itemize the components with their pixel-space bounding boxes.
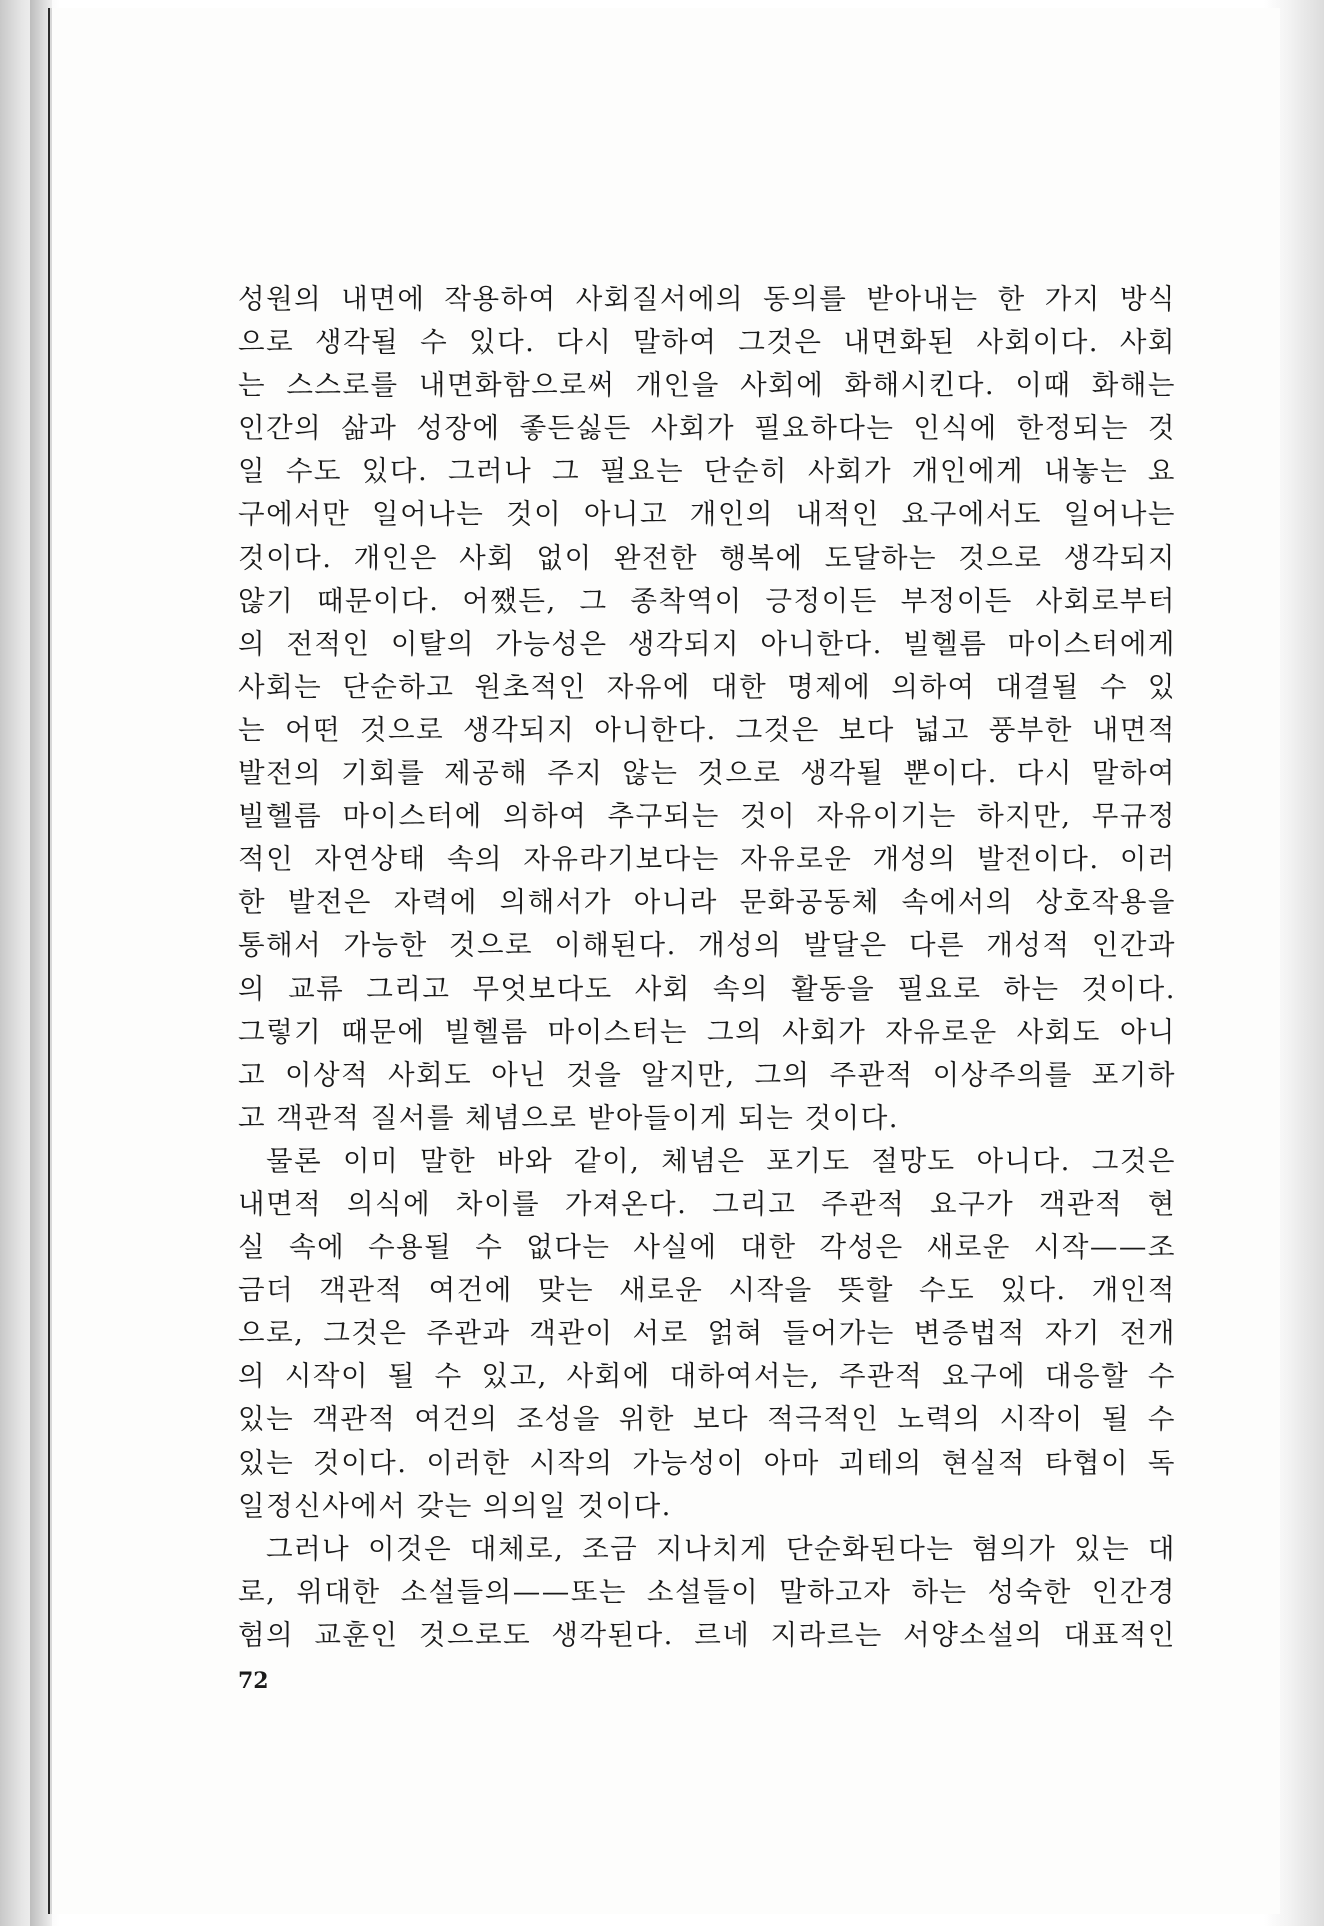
text-line: 의 전적인 이탈의 가능성은 생각되지 아니한다. 빌헬름 마이스터에게 [238, 627, 1176, 660]
text-line: 적인 자연상태 속의 자유라기보다는 자유로운 개성의 발전이다. 이러 [238, 843, 1176, 876]
text-line: 험의 교훈인 것으로도 생각된다. 르네 지라르는 서양소설의 대표적인 [238, 1618, 1176, 1651]
text-line: 발전의 기회를 제공해 주지 않는 것으로 생각될 뿐이다. 다시 말하여 [238, 757, 1176, 790]
text-line: 는 어떤 것으로 생각되지 아니한다. 그것은 보다 넓고 풍부한 내면적 [238, 713, 1176, 746]
text-line: 있는 객관적 여건의 조성을 위한 보다 적극적인 노력의 시작이 될 수 [238, 1403, 1176, 1436]
text-line: 사회는 단순하고 원초적인 자유에 대한 명제에 의하여 대결될 수 있 [238, 670, 1176, 703]
text-line: 있는 것이다. 이러한 시작의 가능성이 아마 괴테의 현실적 타협이 독 [238, 1446, 1176, 1479]
text-line: 는 스스로를 내면화함으로써 개인을 사회에 화해시킨다. 이때 화해는 [238, 369, 1176, 402]
text-line: 물론 이미 말한 바와 같이, 체념은 포기도 절망도 아니다. 그것은 [266, 1144, 1176, 1177]
text-line: 고 이상적 사회도 아닌 것을 알지만, 그의 주관적 이상주의를 포기하 [238, 1058, 1176, 1091]
text-line: 성원의 내면에 작용하여 사회질서에의 동의를 받아내는 한 가지 방식 [238, 283, 1176, 315]
text-line: 한 발전은 자력에 의해서가 아니라 문화공동체 속에서의 상호작용을 [238, 886, 1176, 919]
text-line: 그렇기 때문에 빌헬름 마이스터는 그의 사회가 자유로운 사회도 아니 [238, 1015, 1176, 1048]
body-text [238, 278, 1176, 1657]
text-line: 것이다. 개인은 사회 없이 완전한 행복에 도달하는 것으로 생각되지 [238, 541, 1176, 574]
text-line: 으로 생각될 수 있다. 다시 말하여 그것은 내면화된 사회이다. 사회 [238, 326, 1176, 359]
text-line: 일정신사에서 갖는 의의일 것이다. [238, 1489, 672, 1522]
text-line: 않기 때문이다. 어쨌든, 그 종착역이 긍정이든 부정이든 사회로부터 [238, 584, 1176, 617]
text-line: 구에서만 일어나는 것이 아니고 개인의 내적인 요구에서도 일어나는 [238, 498, 1176, 531]
text-line: 의 교류 그리고 무엇보다도 사회 속의 활동을 필요로 하는 것이다. [238, 972, 1176, 1005]
text-line: 금더 객관적 여건에 맞는 새로운 시작을 뜻할 수도 있다. 개인적 [238, 1274, 1176, 1307]
text-line: 인간의 삶과 성장에 좋든싫든 사회가 필요하다는 인식에 한정되는 것 [238, 412, 1176, 445]
text-line: 일 수도 있다. 그러나 그 필요는 단순히 사회가 개인에게 내놓는 요 [238, 455, 1176, 488]
page-number: 72 [238, 1668, 269, 1694]
text-line: 고 객관적 질서를 체념으로 받아들이게 되는 것이다. [238, 1101, 900, 1134]
text-line: 로, 위대한 소설들의——또는 소설들이 말하고자 하는 성숙한 인간경 [238, 1575, 1176, 1608]
text-line: 으로, 그것은 주관과 객관이 서로 얽혀 들어가는 변증법적 자기 전개 [238, 1317, 1176, 1350]
text-line: 내면적 의식에 차이를 가져온다. 그리고 주관적 요구가 객관적 현 [238, 1187, 1176, 1220]
text-line: 그러나 이것은 대체로, 조금 지나치게 단순화된다는 혐의가 있는 대 [266, 1532, 1176, 1565]
text-line: 의 시작이 될 수 있고, 사회에 대하여서는, 주관적 요구에 대응할 수 [238, 1360, 1176, 1393]
text-line: 실 속에 수용될 수 없다는 사실에 대한 각성은 새로운 시작——조 [238, 1231, 1176, 1264]
text-line: 통해서 가능한 것으로 이해된다. 개성의 발달은 다른 개성적 인간과 [238, 929, 1176, 962]
text-line: 빌헬름 마이스터에 의하여 추구되는 것이 자유이기는 하지만, 무규정 [238, 800, 1176, 833]
